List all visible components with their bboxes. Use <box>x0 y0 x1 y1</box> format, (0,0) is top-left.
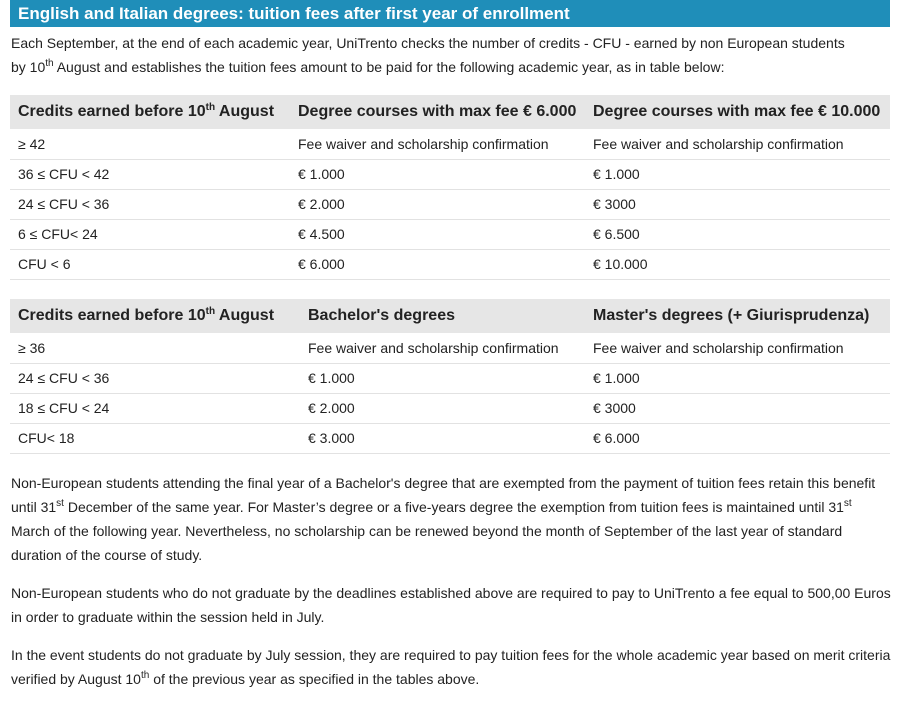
fee-6000-cell: € 4.500 <box>290 219 585 249</box>
section-title: English and Italian degrees: tuition fees after first year of enrollment <box>10 0 890 27</box>
fee-6000-cell: € 2.000 <box>290 189 585 219</box>
fees-table-degree-type <box>10 299 890 454</box>
exemption-text-1: Non-European students attending the final year of a Bachelor's degree that are exempted from the payment of tuition fees retain this benefit until 31 <box>11 475 876 515</box>
table-row <box>10 129 890 159</box>
header-credits-sup: th <box>205 306 216 317</box>
header-credits-month: August <box>215 307 275 324</box>
bachelor-fee-cell: € 1.000 <box>300 363 585 393</box>
credits-cell: 24 ≤ CFU < 36 <box>10 363 300 393</box>
table-row <box>10 219 890 249</box>
fee-10000-cell: € 6.500 <box>585 219 890 249</box>
july-session-text-1: In the event students do not graduate by July session, they are required to pay tuition fees for the whole academic year based on merit criteria verified by August 10 <box>11 647 891 687</box>
table-row <box>10 423 890 453</box>
exemption-paragraph <box>11 471 891 567</box>
master-fee-cell: Fee waiver and scholarship confirmation <box>585 333 890 363</box>
header-max-fee-6000: Degree courses with max fee € 6.000 <box>290 95 585 129</box>
table-row <box>10 249 890 279</box>
intro-line-2-end: August and establishes the tuition fees amount to be paid for the following academic year, as in table below: <box>53 59 725 75</box>
bachelor-fee-cell: € 3.000 <box>300 423 585 453</box>
table-header-row <box>10 95 890 129</box>
exemption-text-2: December of the same year. For Master’s degree or a five-years degree the exemption from tuition fees is maintained until 31 <box>63 499 844 515</box>
fee-10000-cell: € 10.000 <box>585 249 890 279</box>
table-row <box>10 159 890 189</box>
table-row <box>10 333 890 363</box>
july-session-paragraph <box>11 643 891 691</box>
exemption-sup-2: st <box>843 498 852 509</box>
credits-cell: ≥ 36 <box>10 333 300 363</box>
table-row <box>10 393 890 423</box>
credits-cell: 36 ≤ CFU < 42 <box>10 159 290 189</box>
master-fee-cell: € 6.000 <box>585 423 890 453</box>
credits-cell: CFU < 6 <box>10 249 290 279</box>
credits-cell: CFU< 18 <box>10 423 300 453</box>
credits-cell: 18 ≤ CFU < 24 <box>10 393 300 423</box>
fee-10000-cell: € 3000 <box>585 189 890 219</box>
fee-10000-cell: Fee waiver and scholarship confirmation <box>585 129 890 159</box>
july-session-sup: th <box>140 670 150 681</box>
fee-6000-cell: € 6.000 <box>290 249 585 279</box>
table-header-row <box>10 299 890 333</box>
header-credits-text: Credits earned before 10 <box>18 103 206 120</box>
credits-cell: 24 ≤ CFU < 36 <box>10 189 290 219</box>
fee-10000-cell: € 1.000 <box>585 159 890 189</box>
master-fee-cell: € 1.000 <box>585 363 890 393</box>
header-master: Master's degrees (+ Giurisprudenza) <box>585 299 890 333</box>
header-max-fee-10000: Degree courses with max fee € 10.000 <box>585 95 890 129</box>
master-fee-cell: € 3000 <box>585 393 890 423</box>
credits-cell: ≥ 42 <box>10 129 290 159</box>
fees-table-max-fee <box>10 95 890 280</box>
credits-cell: 6 ≤ CFU< 24 <box>10 219 290 249</box>
header-credits-text: Credits earned before 10 <box>18 307 206 324</box>
graduation-fee-paragraph: Non-European students who do not graduate by the deadlines established above are required to pay to UniTrento a fee equal to 500,00 Euros in order to graduate within the session held in July. <box>11 585 891 625</box>
intro-line-2-start: by 10 <box>11 59 46 75</box>
exemption-text-3: March of the following year. Nevertheless, no scholarship can be renewed beyond the month of September of the last year of standard duration of the course of study. <box>11 523 843 563</box>
intro-line-1: Each September, at the end of each academic year, UniTrento checks the number of credits - CFU - earned by non European students <box>11 35 845 51</box>
bachelor-fee-cell: Fee waiver and scholarship confirmation <box>300 333 585 363</box>
intro-superscript: th <box>45 58 54 69</box>
intro-text <box>11 31 891 79</box>
july-session-text-2: of the previous year as specified in the tables above. <box>149 671 480 687</box>
fee-6000-cell: Fee waiver and scholarship confirmation <box>290 129 585 159</box>
table-row <box>10 363 890 393</box>
header-credits <box>10 95 290 129</box>
table-row <box>10 189 890 219</box>
header-credits-sup: th <box>205 102 216 113</box>
header-credits-month: August <box>215 103 275 120</box>
intro-line-2 <box>11 55 891 79</box>
exemption-sup-1: st <box>56 498 64 509</box>
header-credits <box>10 299 300 333</box>
header-bachelor: Bachelor's degrees <box>300 299 585 333</box>
fee-6000-cell: € 1.000 <box>290 159 585 189</box>
bachelor-fee-cell: € 2.000 <box>300 393 585 423</box>
